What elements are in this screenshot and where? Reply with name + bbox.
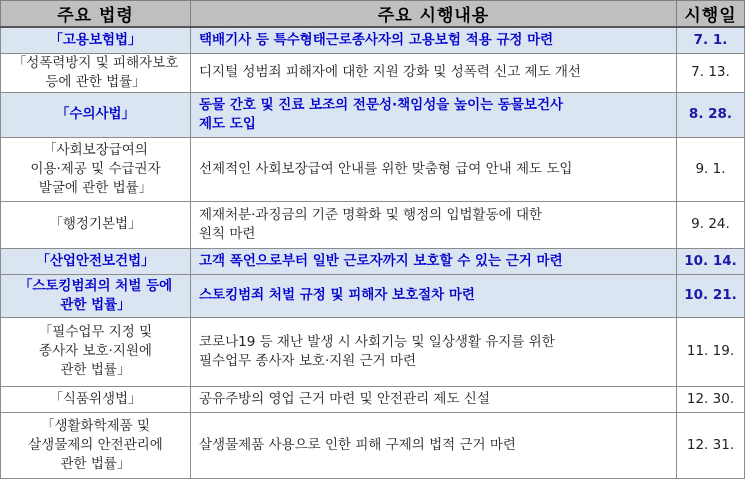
content-cell [191,248,677,274]
law-name-line: 「스토킹범죄의 처벌 등에 [18,277,173,294]
law-name-cell [1,92,191,137]
header-row [1,1,745,28]
table-row [1,92,745,137]
law-name-line: 「성폭력방지 및 피해자보호 [12,54,179,71]
effective-date-cell: 10. 14. [677,248,745,274]
law-name-line: 발굴에 관한 법률」 [38,179,153,196]
effective-date-cell: 11. 19. [677,317,745,386]
law-name-line: 「고용보험법」 [49,31,142,48]
header-law: 주요 법령 [1,1,191,28]
content-cell [191,92,677,137]
law-name-line: 관한 법률」 [60,296,131,313]
law-name-line: 이용·제공 및 수급권자 [30,160,161,177]
effective-date-cell: 7. 13. [677,53,745,92]
effective-date-cell: 12. 31. [677,412,745,478]
header-date: 시행일 [677,1,745,28]
content-cell [191,317,677,386]
content-cell [191,386,677,412]
content-line: 택배기사 등 특수형태근로종사자의 고용보험 적용 규정 마련 [199,31,554,48]
law-name-cell [1,201,191,248]
law-name-line: 「생활화학제품 및 [40,417,151,434]
table-row [1,412,745,478]
content-line: 동물 간호 및 진료 보조의 전문성·책임성을 높이는 동물보건사 [199,96,564,113]
law-name-cell [1,317,191,386]
effective-date-cell: 9. 24. [677,201,745,248]
content-line: 공유주방의 영업 근거 마련 및 안전관리 제도 신설 [199,390,490,407]
table-row [1,274,745,317]
law-name-cell [1,27,191,53]
content-cell [191,201,677,248]
law-name-cell [1,412,191,478]
content-line: 선제적인 사회보장급여 안내를 위한 맞춤형 급여 안내 제도 도입 [199,160,573,177]
law-name-line: 「행정기본법」 [49,216,142,232]
table-row [1,53,745,92]
content-line: 고객 폭언으로부터 일반 근로자까지 보호할 수 있는 근거 마련 [199,252,563,269]
effective-date-cell: 8. 28. [677,92,745,137]
content-cell [191,274,677,317]
table-row [1,386,745,412]
content-line: 필수업무 종사자 보호·지원 근거 마련 [199,352,417,369]
content-cell [191,27,677,53]
law-name-cell [1,386,191,412]
content-line: 원칙 마련 [199,225,256,242]
content-cell [191,412,677,478]
law-name-cell [1,53,191,92]
law-name-line: 「필수업무 지정 및 [38,324,153,340]
content-cell [191,137,677,201]
content-line: 제재처분·과징금의 기준 명확화 및 행정의 입법활동에 대한 [199,206,543,223]
table-row [1,317,745,386]
law-name-cell [1,137,191,201]
table-row [1,137,745,201]
effective-date-cell: 10. 21. [677,274,745,317]
effective-date-cell: 7. 1. [677,27,745,53]
law-name-line: 살생물제의 안전관리에 [28,436,163,453]
table-row [1,27,745,53]
header-content: 주요 시행내용 [191,1,677,28]
law-name-line: 「산업안전보건법」 [36,252,155,269]
effective-date-cell: 12. 30. [677,386,745,412]
content-line: 디지털 성범죄 피해자에 대한 지원 강화 및 성폭력 신고 제도 개선 [199,64,581,80]
law-name-line: 등에 관한 법률」 [45,73,146,90]
law-name-line: 「사회보장급여의 [43,141,148,158]
table-row [1,248,745,274]
law-name-cell [1,248,191,274]
law-name-line: 종사자 보호·지원에 [39,343,152,359]
effective-date-cell: 9. 1. [677,137,745,201]
content-line: 제도 도입 [199,115,256,132]
law-name-line: 「수의사법」 [55,106,136,122]
table-row [1,201,745,248]
content-line: 살생물제품 사용으로 인한 피해 구제의 법적 근거 마련 [199,436,516,453]
law-name-line: 관한 법률」 [60,455,131,472]
content-line: 스토킹범죄 처벌 규정 및 피해자 보호절차 마련 [199,287,475,303]
law-name-line: 관한 법률」 [60,362,131,378]
law-name-cell [1,274,191,317]
law-name-line: 「식품위생법」 [49,390,142,407]
content-cell [191,53,677,92]
content-line: 코로나19 등 재난 발생 시 사회기능 및 일상생활 유지를 위한 [199,333,555,350]
